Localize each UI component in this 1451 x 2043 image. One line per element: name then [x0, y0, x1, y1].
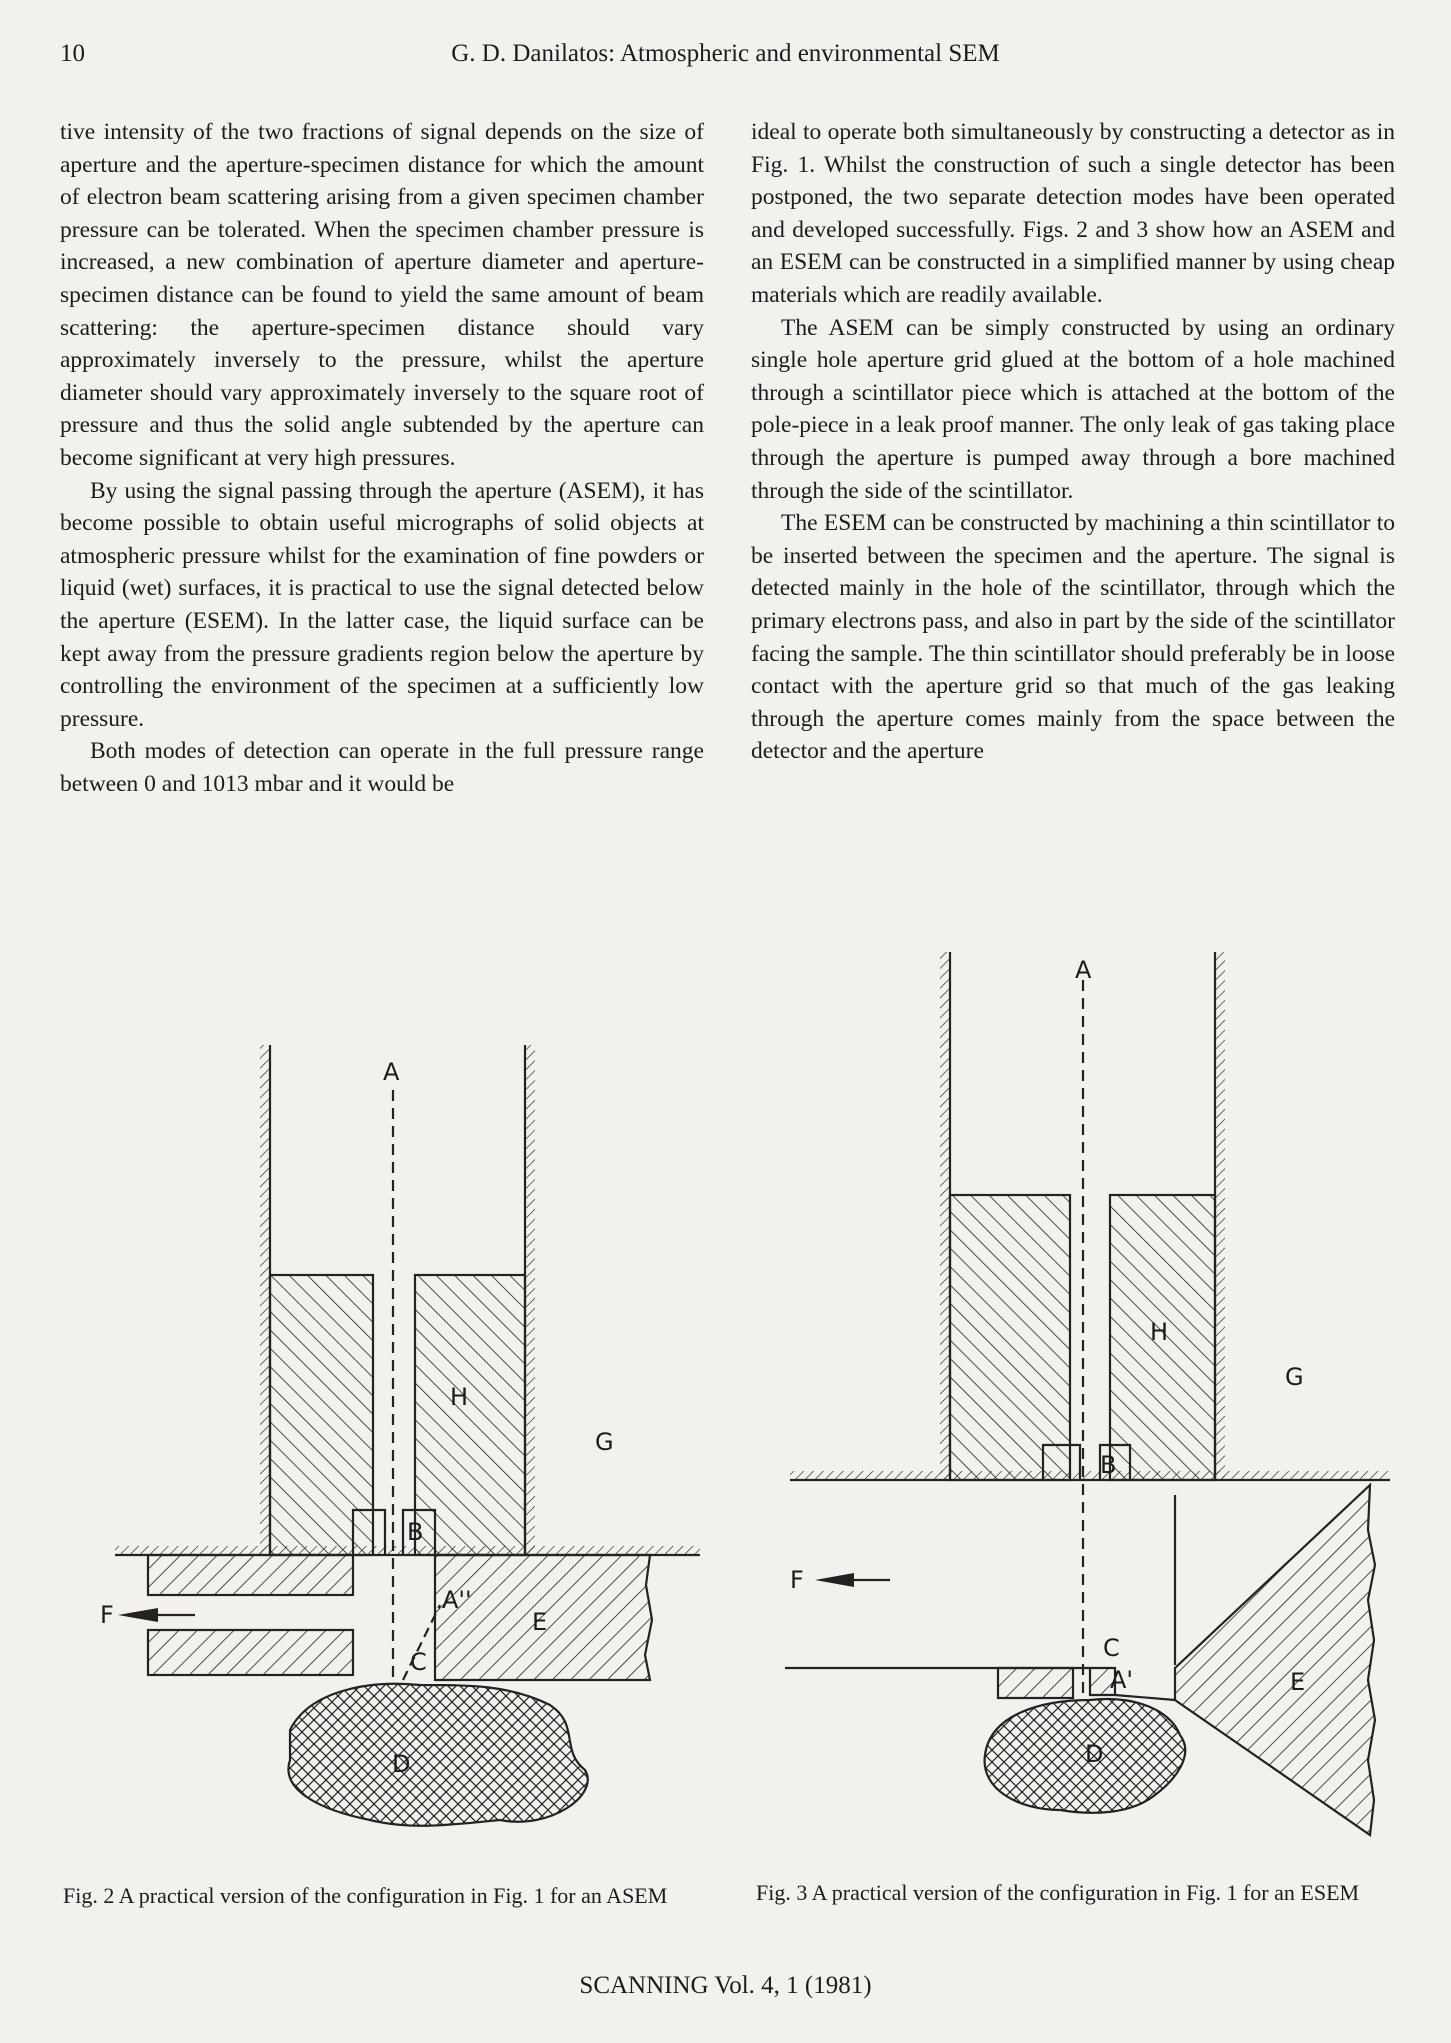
running-title: G. D. Danilatos: Atmospheric and environmental SEM: [451, 40, 1000, 67]
figure-2-asem-diagram: [80, 1030, 720, 1870]
fig3-label-f: F: [790, 1566, 804, 1594]
fig3-label-h: H: [1150, 1318, 1169, 1346]
left-column: [60, 116, 704, 800]
fig3-label-b: B: [1100, 1451, 1117, 1479]
body-paragraph: tive intensity of the two fractions of signal depends on the size of aperture and the aperture-specimen distance for which the amount of electron beam scattering arising from a given specimen chamber pressure can be tolerated. When the specimen chamber pressure is increased, a new combination of aperture diameter and aperture-specimen distance can be found to yield the same amount of beam scattering: the aperture-specimen distance should vary approximately inversely to the pressure, whilst the aperture diameter should vary approximately inversely to the square root of pressure and thus the solid angle subtended by the aperture can become significant at very high pressures.: [60, 119, 704, 471]
fig2-label-a: A: [383, 1058, 400, 1086]
figure-3-esem-diagram: [770, 940, 1410, 1880]
fig3-label-a-prime: A': [1110, 1666, 1134, 1694]
journal-footer: SCANNING Vol. 4, 1 (1981): [579, 1972, 872, 1999]
figure-3-svg: [770, 940, 1410, 1880]
fig2-label-h: H: [450, 1383, 469, 1411]
fig3-label-g: G: [1285, 1363, 1304, 1391]
body-paragraph: The ASEM can be simply constructed by using an ordinary single hole aperture grid glued at the bottom of a hole machined through a scintillator piece which is attached at the bottom of the pole-piece in a leak proof manner. The only leak of gas taking place through the aperture is pumped away through a bore machined through the side of the scintillator.: [751, 314, 1395, 504]
body-paragraph: By using the signal passing through the aperture (ASEM), it has become possible to obtain useful micrographs of solid objects at atmospheric pressure whilst for the examination of fine powders or liquid (wet) surfaces, it is practical to use the signal detected below the aperture (ESEM). In the latter case, the liquid surface can be kept away from the pressure gradients region below the aperture by controlling the environment of the specimen at a sufficiently low pressure.: [60, 477, 704, 732]
figure-2-svg: [80, 1030, 720, 1870]
page-number: 10: [60, 40, 85, 67]
fig2-label-b: B: [407, 1518, 424, 1546]
fig2-label-d: D: [392, 1750, 411, 1778]
body-paragraph: The ESEM can be constructed by machining a thin scintillator to be inserted between the specimen and the aperture. The signal is detected mainly in the hole of the scintillator, through which the primary electrons pass, and also in part by the side of the scintillator facing the sample. The thin scintillator should preferably be in loose contact with the aperture grid so that much of the gas leaking through the aperture comes mainly from the space between the detector and the aperture: [751, 510, 1395, 765]
fig2-label-c: C: [410, 1648, 427, 1676]
fig3-label-a: A: [1075, 956, 1092, 984]
body-paragraph: ideal to operate both simultaneously by constructing a detector as in Fig. 1. Whilst the construction of such a single detector has been postponed, the two separate detection modes have been operated and developed successfully. Figs. 2 and 3 show how an ASEM and an ESEM can be constructed in a simplified manner by using cheap materials which are readily available.: [751, 119, 1395, 308]
fig3-label-e: E: [1290, 1668, 1306, 1696]
fig2-label-f: F: [100, 1601, 114, 1629]
fig2-label-e: E: [532, 1608, 548, 1636]
body-paragraph: Both modes of detection can operate in the full pressure range between 0 and 1013 mbar and it would be: [60, 738, 704, 797]
page-header: [0, 40, 1451, 80]
figure-2-caption: Fig. 2 A practical version of the configuration in Fig. 1 for an ASEM: [63, 1883, 668, 1908]
figure-3-caption: Fig. 3 A practical version of the configuration in Fig. 1 for an ESEM: [756, 1880, 1360, 1905]
right-column: [751, 116, 1395, 768]
fig2-label-a-double-prime: A'': [442, 1586, 472, 1614]
fig3-label-c: C: [1103, 1634, 1120, 1662]
fig2-label-g: G: [595, 1428, 614, 1456]
fig3-label-d: D: [1085, 1740, 1104, 1768]
